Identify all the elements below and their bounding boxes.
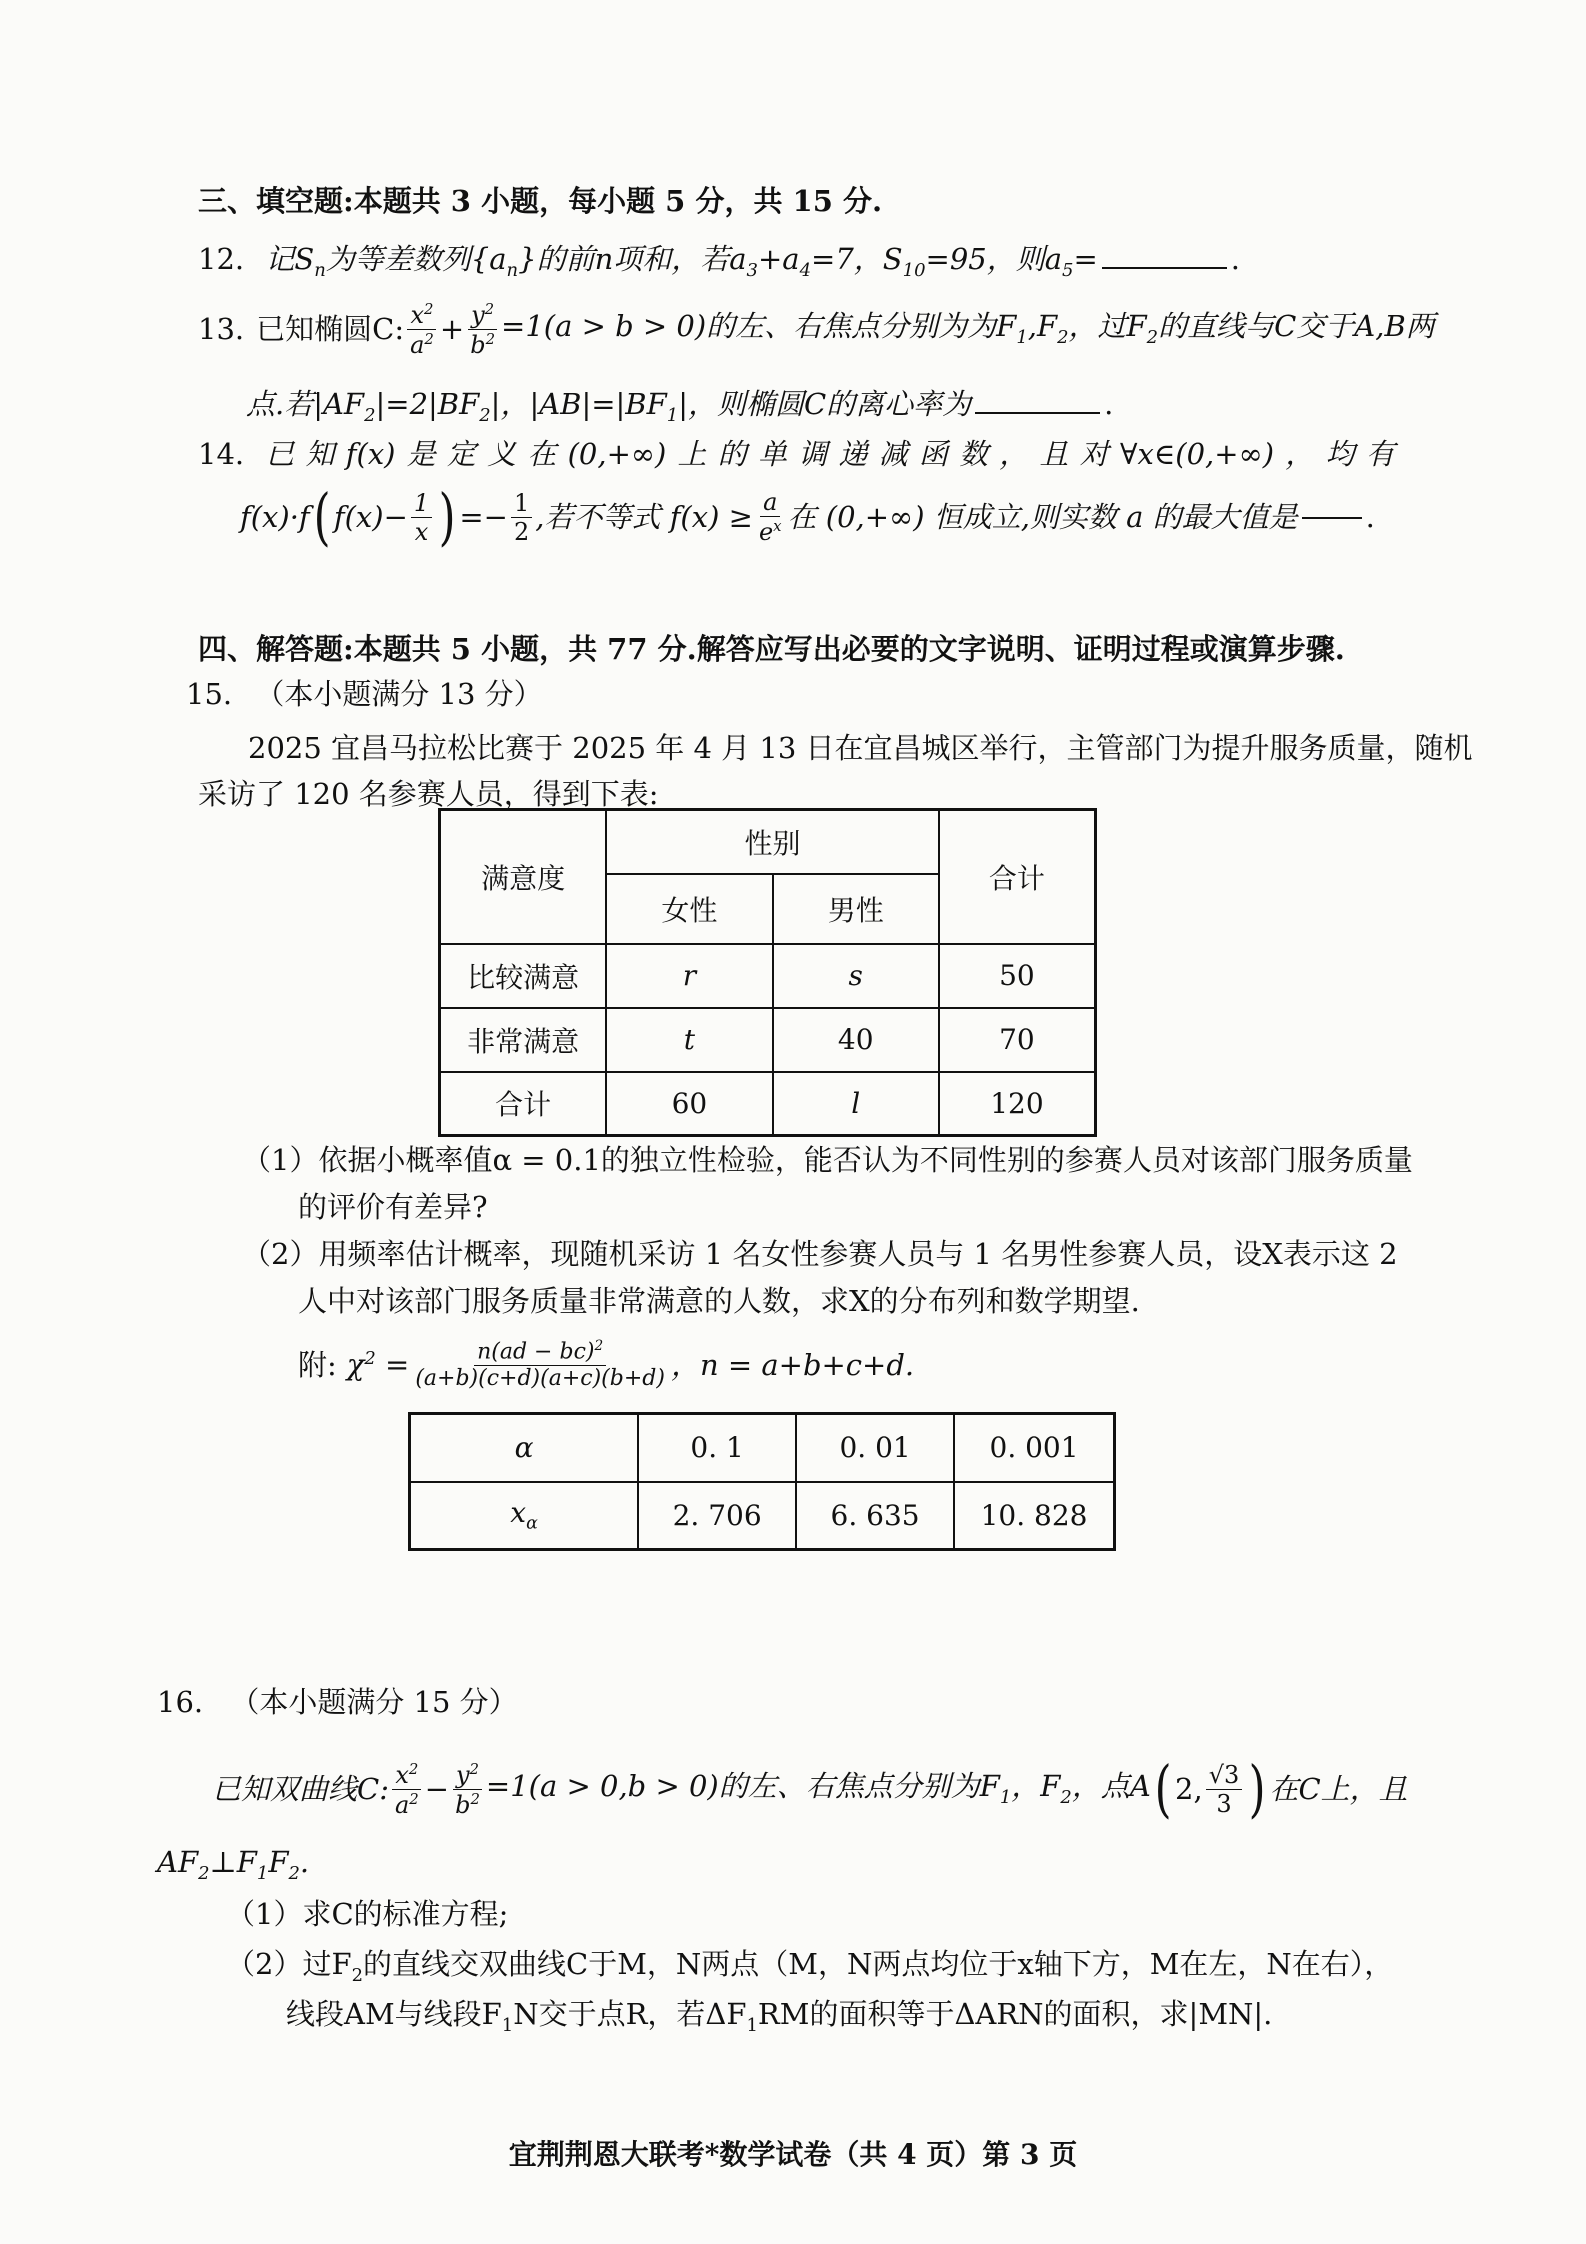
question-13: 13. 已知椭圆C: $\frac{x^2}{a^2}$ + $\frac{y^2}{b^2}$ =1(a > b > 0)的左、右焦点分别为为$F_1,F_2$，过$F_2$的直线与C交于A,B两 — [198, 300, 1435, 359]
answer-blank[interactable] — [1302, 516, 1362, 519]
question-number: 15. — [186, 677, 233, 711]
cell-male: s — [773, 944, 939, 1008]
question-score: （本小题满分 15 分） — [230, 1685, 518, 1719]
cell-female: t — [606, 1008, 772, 1072]
question-14-line2: f(x)·f ( f(x)− $\frac{1}{x}$ ) =− $\frac{1}{2}$ ,若不等式 f(x) ≥ $\frac{a}{e^x}$ 在 (0,+∞) 恒成立,则实数 a 的最大值是 . — [240, 480, 1375, 553]
expr-part: 已知双曲线C: — [212, 1771, 389, 1806]
answer-blank[interactable] — [975, 411, 1100, 414]
table-row — [440, 1072, 1096, 1136]
q16-part2-line1: （2）过$F_2$的直线交双曲线C于M，N两点（M，N两点均位于x轴下方，M在左，N在右）， — [226, 1947, 1394, 1986]
table-header-male: 男性 — [773, 874, 939, 944]
expr-part: =1(a > 0,b > 0)的左、右焦点分别为$F_1$，$F_2$，点A — [485, 1768, 1151, 1808]
question-end: . — [1104, 387, 1114, 421]
question-end: . — [1365, 499, 1375, 534]
expr-part: ,若不等式 f(x) ≥ — [535, 499, 753, 534]
fraction-x2-a2: $\frac{x^2}{a^2}$ — [407, 302, 437, 357]
question-15-title — [186, 677, 543, 711]
table-row — [410, 1482, 1115, 1550]
q16-part2-line2: 线段AM与线段$F_1N$交于点R，若$\Delta F_1RM$的面积等于ΔARN的面积，求|MN|. — [286, 1997, 1273, 2036]
table-header-gender: 性别 — [606, 810, 939, 874]
answer-blank[interactable] — [1102, 266, 1227, 269]
q15-part1-line1: （1）依据小概率值α = 0.1的独立性检验，能否认为不同性别的参赛人员对该部门服务质量 — [242, 1143, 1413, 1177]
fraction-1-2: $\frac{1}{2}$ — [511, 491, 532, 544]
section4-header: 四、解答题:本题共 5 小题，共 77 分.解答应写出必要的文字说明、证明过程或演算步骤. — [198, 632, 1345, 666]
fraction-a-ex: $\frac{a}{e^x}$ — [758, 488, 782, 546]
row-label: 合计 — [440, 1072, 607, 1136]
cell-male: l — [773, 1072, 939, 1136]
question-score: （本小题满分 13 分） — [255, 677, 543, 711]
alpha-value: 0. 01 — [796, 1414, 954, 1482]
question-13-line2 — [246, 387, 1114, 426]
table-row — [440, 1008, 1096, 1072]
table-header-female: 女性 — [606, 874, 772, 944]
question-15-intro1: 2025 宜昌马拉松比赛于 2025 年 4 月 13 日在宜昌城区举行，主管部门为提升服务质量，随机 — [248, 731, 1473, 765]
appendix-label: 附: — [298, 1347, 337, 1382]
page-footer: 宜荆荆恩大联考*数学试卷（共 4 页）第 3 页 — [508, 2138, 1078, 2171]
alpha-label: α — [410, 1414, 639, 1482]
cell-total: 120 — [939, 1072, 1096, 1136]
question-16-title — [157, 1685, 518, 1719]
table-row — [410, 1414, 1115, 1482]
fraction-y2-b2: $\frac{y^2}{b^2}$ — [452, 1762, 483, 1817]
alpha-value: 0. 001 — [954, 1414, 1114, 1482]
q15-part2-line2: 人中对该部门服务质量非常满意的人数，求X的分布列和数学期望. — [298, 1284, 1140, 1318]
q15-part1-line2: 的评价有差异? — [298, 1190, 488, 1224]
question-16-line1: 已知双曲线C: $\frac{x^2}{a^2}$ − $\frac{y^2}{b^2}$ =1(a > 0,b > 0)的左、右焦点分别为$F_1$，$F_2$，点A ( 2, $\frac{√3}{3}$ ) 在C上，且 — [212, 1752, 1408, 1825]
x-alpha-value: 10. 828 — [954, 1482, 1114, 1550]
q15-appendix — [298, 1330, 914, 1400]
question-text: 点.若$|AF_2|=2|BF_2|$，$|AB|=|BF_1|$，则椭圆C的离心率为 — [246, 387, 972, 426]
question-number: 13. — [198, 312, 245, 346]
row-label: 比较满意 — [440, 944, 607, 1008]
fraction-1-x: $\frac{1}{x}$ — [411, 491, 432, 544]
chi-numerator: n(ad − bc)$^2$ — [474, 1340, 606, 1366]
chi-denominator: (a+b)(c+d)(a+c)(b+d) — [415, 1366, 665, 1392]
cell-male: 40 — [773, 1008, 939, 1072]
fraction-x2-a2: $\frac{x^2}{a^2}$ — [392, 1762, 422, 1817]
row-label: 非常满意 — [440, 1008, 607, 1072]
expr-part: f(x)− — [333, 499, 408, 534]
appendix-after: ，n = a+b+c+d. — [670, 1347, 915, 1382]
question-number: 16. — [157, 1685, 204, 1719]
table-header-total: 合计 — [939, 810, 1096, 944]
chi-square-symbol: $\chi^2$ = — [346, 1347, 410, 1382]
sqrt3: √3 — [1206, 1763, 1243, 1790]
table-header-satisfaction: 满意度 — [440, 810, 607, 944]
cell-total: 50 — [939, 944, 1096, 1008]
question-text: 已 知 f(x) 是 定 义 在 (0,+∞) 上 的 单 调 递 减 函 数 ， 且 对 ∀x∈(0,+∞) ， 均 有 — [265, 437, 1395, 471]
expr-part: 在 (0,+∞) 恒成立,则实数 a 的最大值是 — [787, 499, 1298, 534]
question-number: 14. — [198, 437, 245, 471]
question-end: . — [1230, 242, 1240, 276]
question-suffix: =1(a > b > 0)的左、右焦点分别为为$F_1,F_2$，过$F_2$的直线与C交于A,B两 — [501, 309, 1435, 348]
three: 3 — [1216, 1789, 1232, 1818]
question-prefix: 已知椭圆C: — [256, 312, 405, 346]
question-12 — [198, 242, 1240, 281]
satisfaction-table — [438, 808, 1097, 1137]
critical-value-table — [408, 1412, 1116, 1551]
section3-header: 三、填空题:本题共 3 小题，每小题 5 分，共 15 分. — [198, 184, 883, 218]
question-14 — [198, 437, 1395, 471]
question-text: 记$S_n$为等差数列$\{a_n\}$的前n项和，若$a_3+a_4=7$，$S_{10}=95$，则$a_5=$ — [265, 242, 1098, 281]
table-row — [440, 944, 1096, 1008]
cell-female: 60 — [606, 1072, 772, 1136]
expr-part: =− — [459, 499, 508, 534]
x-alpha-label: $x_\alpha$ — [410, 1482, 639, 1550]
point-a-x: 2, — [1175, 1771, 1203, 1806]
cell-female: r — [606, 944, 772, 1008]
question-number: 12. — [198, 242, 245, 276]
chi-square-fraction — [412, 1337, 668, 1392]
question-15-intro2: 采访了 120 名参赛人员，得到下表: — [198, 777, 659, 811]
alpha-value: 0. 1 — [638, 1414, 796, 1482]
cell-total: 70 — [939, 1008, 1096, 1072]
x-alpha-value: 6. 635 — [796, 1482, 954, 1550]
expr-part: f(x)·f — [240, 499, 310, 534]
expr-part: 在C上，且 — [1269, 1771, 1408, 1806]
x-alpha-value: 2. 706 — [638, 1482, 796, 1550]
question-16-line2: $AF_2\perp F_1F_2$. — [157, 1845, 310, 1884]
fraction-sqrt3-3 — [1206, 1760, 1243, 1818]
q16-part1: （1）求C的标准方程; — [226, 1897, 509, 1931]
fraction-y2-b2: $\frac{y^2}{b^2}$ — [467, 302, 498, 357]
q15-part2-line1: （2）用频率估计概率，现随机采访 1 名女性参赛人员与 1 名男性参赛人员，设X表示这 2 — [242, 1237, 1398, 1271]
